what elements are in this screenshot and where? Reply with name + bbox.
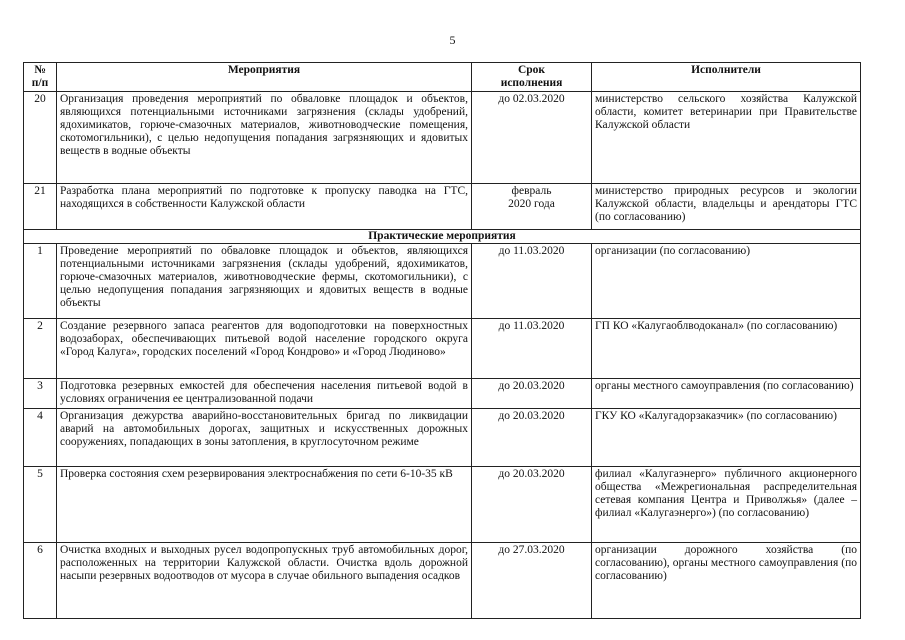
row-deadline-line: 2020 года bbox=[508, 198, 555, 210]
row-action: Организация дежурства аварийно-восстановительных бригад по ликвидации аварий на автомобильных дорогах, защитных и искусственных дорожных сооружениях, попадающих в зоны затопления, в круглосуточном режиме bbox=[57, 409, 472, 467]
row-action: Подготовка резервных емкостей для обеспечения населения питьевой водой в условиях ограничения ее централизованной подачи bbox=[57, 379, 472, 409]
header-deadline-line: Срок bbox=[517, 64, 546, 76]
row-deadline: до 11.03.2020 bbox=[472, 319, 592, 379]
row-executors: министерство сельского хозяйства Калужской области, комитет ветеринарии при Правительстве Калужской области bbox=[592, 92, 861, 184]
row-executors: ГП КО «Калугаоблводоканал» (по согласованию) bbox=[592, 319, 861, 379]
row-executors: филиал «Калугаэнерго» публичного акционерного общества «Межрегиональная распределительная сетевая компания Центра и Приволжья» (далее – филиал «Калугаэнерго») (по согласованию) bbox=[592, 467, 861, 543]
row-action: Разработка плана мероприятий по подготовке к пропуску паводка на ГТС, находящихся в собственности Калужской области bbox=[57, 184, 472, 230]
row-deadline: до 27.03.2020 bbox=[472, 543, 592, 619]
table-row bbox=[24, 244, 861, 319]
table-row bbox=[24, 184, 861, 230]
row-number: 2 bbox=[24, 319, 57, 379]
header-action: Мероприятия bbox=[57, 63, 472, 92]
row-deadline: до 20.03.2020 bbox=[472, 467, 592, 543]
row-executors: ГКУ КО «Калугадорзаказчик» (по согласованию) bbox=[592, 409, 861, 467]
row-executors: министерство природных ресурсов и экологии Калужской области, владельцы и арендаторы ГТС (по согласованию) bbox=[592, 184, 861, 230]
row-deadline bbox=[472, 184, 592, 230]
table-row bbox=[24, 543, 861, 619]
table-row bbox=[24, 409, 861, 467]
measures-table bbox=[23, 62, 861, 619]
header-number-line: п/п bbox=[31, 77, 49, 89]
row-number: 21 bbox=[24, 184, 57, 230]
row-deadline: до 11.03.2020 bbox=[472, 244, 592, 319]
row-action: Очистка входных и выходных русел водопропускных труб автомобильных дорог, расположенных на территории Калужской области. Очистка вдоль дорожной насыпи резервных водоотводов от мусора в случае обильного выпадения осадков bbox=[57, 543, 472, 619]
table-row bbox=[24, 92, 861, 184]
row-deadline: до 20.03.2020 bbox=[472, 379, 592, 409]
row-number: 5 bbox=[24, 467, 57, 543]
row-action: Создание резервного запаса реагентов для водоподготовки на поверхностных водозаборах, обеспечивающих питьевой водой население городского округа «Город Калуга», городских поселений «Город Кондрово» и «Город Людиново» bbox=[57, 319, 472, 379]
row-action: Проверка состояния схем резервирования электроснабжения по сети 6-10-35 кВ bbox=[57, 467, 472, 543]
header-deadline-line: исполнения bbox=[500, 77, 563, 89]
header-number bbox=[24, 63, 57, 92]
row-executors: организации дорожного хозяйства (по согласованию), органы местного самоуправления (по согласованию) bbox=[592, 543, 861, 619]
row-number: 3 bbox=[24, 379, 57, 409]
row-deadline-line: февраль bbox=[511, 185, 552, 197]
header-executors: Исполнители bbox=[592, 63, 861, 92]
header-number-line: № bbox=[34, 64, 46, 76]
row-number: 20 bbox=[24, 92, 57, 184]
row-number: 1 bbox=[24, 244, 57, 319]
section-row bbox=[24, 230, 861, 244]
header-deadline bbox=[472, 63, 592, 92]
row-deadline: до 02.03.2020 bbox=[472, 92, 592, 184]
page-number: 5 bbox=[449, 33, 456, 47]
section-title: Практические мероприятия bbox=[24, 230, 861, 244]
row-action: Организация проведения мероприятий по обваловке площадок и объектов, являющихся потенциальными источниками загрязнения (склады удобрений, ядохимикатов, горюче-смазочных материалов, животноводческие помещения, скотомогильники), с целью недопущения попадания загрязняющих и ядовитых веществ в водные объекты bbox=[57, 92, 472, 184]
row-executors: организации (по согласованию) bbox=[592, 244, 861, 319]
row-action: Проведение мероприятий по обваловке площадок и объектов, являющихся потенциальными источниками загрязнения (склады удобрений, ядохимикатов, горюче-смазочных материалов, животноводческие фермы, скотомогильники), с целью недопущения попадания загрязняющих и ядовитых веществ в водные объекты bbox=[57, 244, 472, 319]
table-header-row bbox=[24, 63, 861, 92]
row-executors: органы местного самоуправления (по согласованию) bbox=[592, 379, 861, 409]
row-deadline: до 20.03.2020 bbox=[472, 409, 592, 467]
table-row bbox=[24, 319, 861, 379]
row-number: 4 bbox=[24, 409, 57, 467]
table-row bbox=[24, 467, 861, 543]
row-number: 6 bbox=[24, 543, 57, 619]
table-row bbox=[24, 379, 861, 409]
